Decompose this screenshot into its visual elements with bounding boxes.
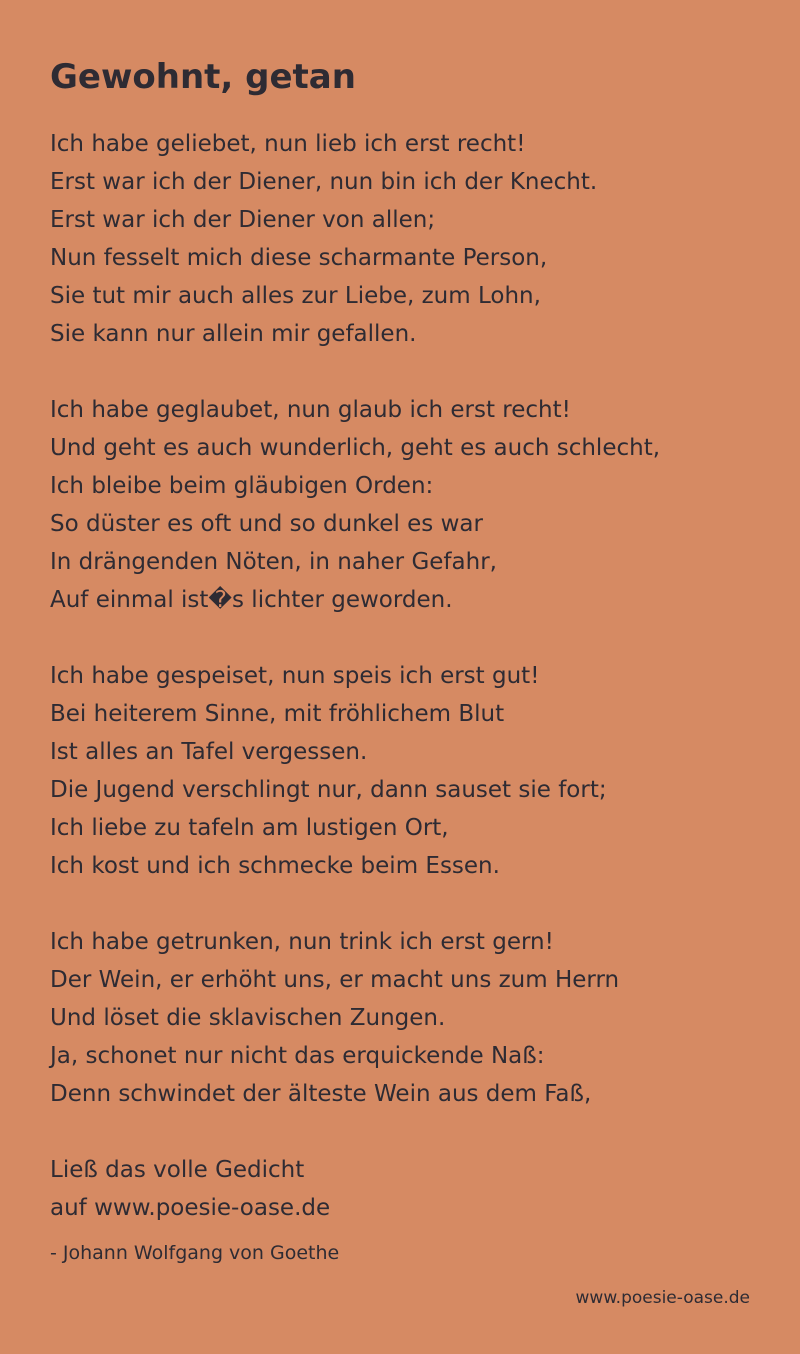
poem-line: Ich habe geliebet, nun lieb ich erst recht! (50, 131, 526, 157)
poem-title: Gewohnt, getan (50, 57, 356, 97)
poem-line: Ich bleibe beim gläubigen Orden: (50, 473, 434, 499)
poem-line: Und löset die sklavischen Zungen. (50, 1005, 446, 1031)
poem-line: Ich kost und ich schmecke beim Essen. (50, 853, 500, 879)
poem-line: Ist alles an Tafel vergessen. (50, 739, 368, 765)
poem-line: Auf einmal ist�s lichter geworden. (50, 587, 453, 613)
read-full-poem-note (50, 1151, 330, 1227)
poem-body (50, 125, 770, 1151)
poem-line: Und geht es auch wunderlich, geht es auch schlecht, (50, 435, 661, 461)
poem-line: Bei heiterem Sinne, mit fröhlichem Blut (50, 701, 505, 727)
poem-line: Sie tut mir auch alles zur Liebe, zum Lohn, (50, 283, 541, 309)
author-credit: - Johann Wolfgang von Goethe (50, 1242, 340, 1264)
poem-line: Denn schwindet der älteste Wein aus dem Faß, (50, 1081, 592, 1107)
poem-line: Ich habe gespeiset, nun speis ich erst gut! (50, 663, 540, 689)
poem-line: Der Wein, er erhöht uns, er macht uns zum Herrn (50, 967, 620, 993)
poem-line: Ich liebe zu tafeln am lustigen Ort, (50, 815, 449, 841)
footer-website: www.poesie-oase.de (575, 1288, 750, 1308)
stanza-3 (50, 657, 770, 885)
cta-line-2: auf www.poesie-oase.de (50, 1195, 331, 1221)
poem-line: Erst war ich der Diener von allen; (50, 207, 436, 233)
poem-line: Ja, schonet nur nicht das erquickende Naß: (50, 1043, 545, 1069)
stanza-2 (50, 391, 770, 619)
poem-line: Sie kann nur allein mir gefallen. (50, 321, 417, 347)
cta-line-1: Ließ das volle Gedicht (50, 1157, 305, 1183)
poem-line: So düster es oft und so dunkel es war (50, 511, 483, 537)
poem-line: Ich habe geglaubet, nun glaub ich erst recht! (50, 397, 571, 423)
poem-line: In drängenden Nöten, in naher Gefahr, (50, 549, 497, 575)
poem-line: Erst war ich der Diener, nun bin ich der Knecht. (50, 169, 598, 195)
stanza-4 (50, 923, 770, 1113)
poem-line: Ich habe getrunken, nun trink ich erst gern! (50, 929, 554, 955)
poem-line: Die Jugend verschlingt nur, dann sauset sie fort; (50, 777, 607, 803)
poem-line: Nun fesselt mich diese scharmante Person, (50, 245, 548, 271)
stanza-1 (50, 125, 770, 353)
